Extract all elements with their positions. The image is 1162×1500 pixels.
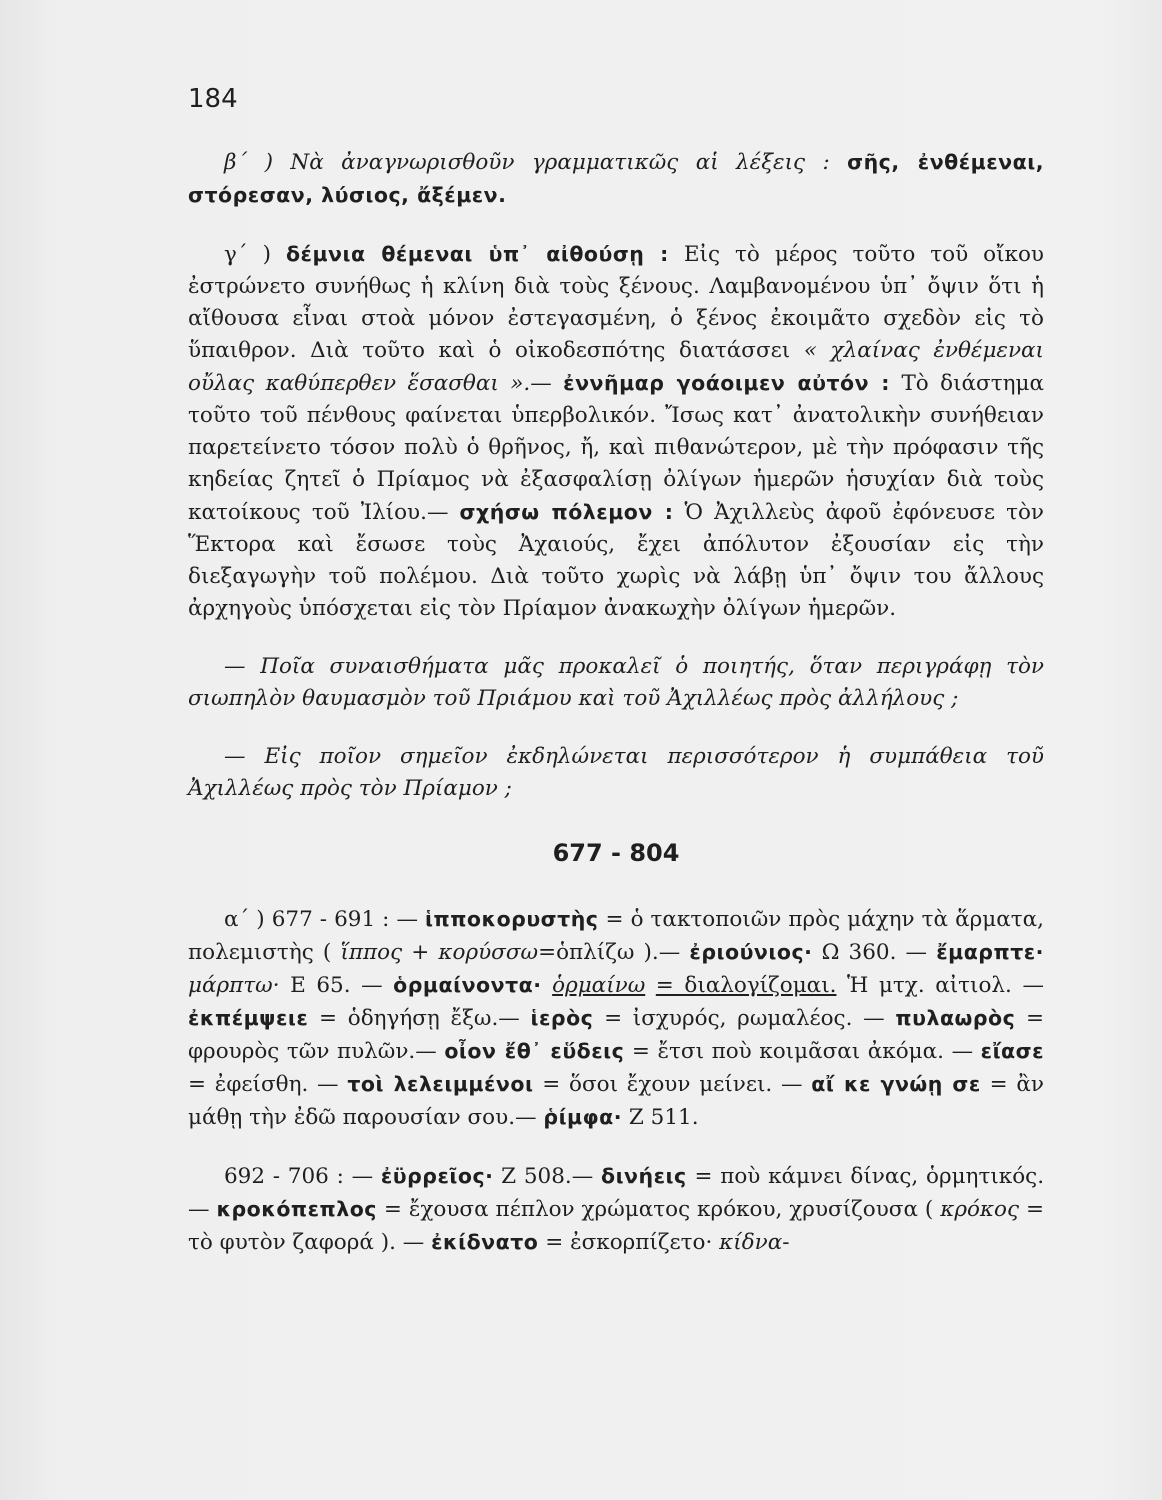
range2-italic-2: κίδνα- [719,1230,790,1255]
range2-label: 692 - 706 : — [224,1164,374,1189]
gamma-text-2: Τὸ διάστημα τοῦτο τοῦ πένθους φαίνεται ὑπερβολικόν. Ἴσως κατ᾿ ἀνατολικὴν συνήθειαν παρετείνετο τόσον πολὺ ὁ θρῆνος, ἤ, καὶ πιθανώτερον, μὲ τὴν πρόφασιν τῆς κηδείας ζητεῖ ὁ Πρίαμος νὰ ἐξασφαλίσῃ ὀλίγων ἡμερῶν ἡσυχίαν διὰ τοὺς κατοίκους τοῦ Ἰλίου. [188,371,1044,525]
alpha-keyword-2: ἐριούνιος· [689,940,813,964]
alpha-italic-2: μάρπτω· [188,973,280,998]
beta-words: σῆς, ἐνθέμεναι, στόρεσαν, λύσιος, ἄξέμεν. [188,150,1044,207]
gamma-text-1: Εἰς τὸ μέρος τοῦτο τοῦ οἴκου ἐστρώνετο συνήθως ἡ κλίνη διὰ τοὺς ξένους. Λαμβανομένου ὑπ᾿ ὄψιν ὅτι ἡ αἴθουσα εἶναι στοὰ μόνον ἐστεγασμένη, ὁ ξένος ἐκοιμᾶτο σχεδὸν εἰς τὸ ὕπαιθρον. Διὰ τοῦτο καὶ ὁ οἰκοδεσπότης διατάσσει [188,242,1044,363]
page-number: 184 [188,84,238,114]
gamma-keyword-1: δέμνια θέμεναι ὑπ᾿ αἰθούσῃ : [285,242,669,266]
alpha-text-13: Ζ 511. [628,1105,699,1130]
alpha-text-1: = ὁ τακτοποιῶν πρὸς μάχην τὰ ἅρματα, πολεμιστὴς ( [188,907,1045,965]
alpha-text-3: Ε 65. — [290,973,383,998]
range2-keyword-2: δινήεις [600,1164,687,1188]
alpha-text-11: = ὅσοι ἔχουν μείνει. — [542,1072,803,1097]
paragraph-range-692-706 [188,1160,1044,1259]
alpha-text-9: = ἔτσι ποὺ κοιμᾶσαι ἀκόμα. — [631,1039,974,1064]
gamma-quote: « χλαίνας ἐνθέμεναι οὔλας καθύπερθεν ἕσασθαι ». [188,338,1044,396]
alpha-label: α΄ ) 677 - 691 : — [224,907,418,932]
alpha-keyword-4: ὁρμαίνοντα· [393,973,542,997]
alpha-text-7: = ἰσχυρός, ρωμαλέος. — [604,1006,885,1031]
alpha-text-8: = φρουρὸς τῶν πυλῶν.— [188,1006,1044,1064]
alpha-keyword-7: πυλαωρὸς [895,1006,1016,1030]
gamma-dash-2: — [426,500,449,525]
alpha-text-10: = ἐφείσθη. — [188,1072,339,1097]
alpha-keyword-8: οἶον ἔθ᾿ εὕδεις [444,1039,625,1063]
gamma-keyword-2: ἐννῆμαρ γοάοιμεν αὐτόν : [563,371,891,395]
alpha-keyword-5: ἐκπέμψειε [188,1006,309,1030]
alpha-text-5: Ἡ μτχ. αἰτιολ. — [847,973,1044,998]
alpha-text-4: = διαλογίζομαι. [655,973,837,998]
alpha-keyword-11: αἴ κε γνώῃ σε [811,1072,981,1096]
alpha-keyword-3: ἔμαρπτε· [936,940,1044,964]
gamma-dash-1: — [530,371,552,396]
beta-label: β΄ ) [224,150,273,175]
range2-text-2: = ποὺ κάμνει δίνας, ὁρμητικός.— [188,1164,1045,1222]
alpha-keyword-6: ἱερὸς [530,1006,594,1030]
alpha-text-2: Ω 360. — [821,940,928,965]
alpha-text-12: = ἂν μάθῃ τὴν ἐδῶ παρουσίαν σου.— [188,1072,1044,1130]
paragraph-beta [188,146,1044,212]
range2-text-5: = ἐσκορπίζετο· [545,1230,713,1255]
question-1: — Ποῖα συναισθήματα μᾶς προκαλεῖ ὁ ποιητής, ὅταν περιγράφῃ τὸν σιωπηλὸν θαυμασμὸν τοῦ Πριάμου καὶ τοῦ Ἀχιλλέως πρὸς ἀλλήλους ; [188,654,1044,711]
range2-keyword-4: ἐκίδνατο [431,1230,539,1254]
alpha-keyword-9: εἴασε [980,1039,1045,1063]
range2-italic-1: κρόκος [940,1197,1020,1222]
alpha-italic-3: ὁρμαίνω [552,973,646,998]
alpha-text-6: = ὁδηγήσῃ ἔξω.— [319,1006,520,1031]
paragraph-alpha [188,903,1044,1134]
alpha-keyword-12: ῥίμφα· [543,1105,623,1129]
range2-text-4: = τὸ φυτὸν ζαφορά ). — [188,1197,1044,1255]
alpha-text-1b: =ὁπλίζω ).— [538,940,681,965]
section-heading: 677 - 804 [552,839,680,867]
range2-keyword-1: ἐϋρρεῖος· [380,1164,494,1188]
range2-text-1: Ζ 508.— [501,1164,594,1189]
range2-text-3: = ἔχουσα πέπλον χρώματος κρόκου, χρυσίζουσα ( [383,1197,934,1222]
alpha-keyword-1: ἱπποκορυστὴς [425,907,599,931]
question-2: — Εἰς ποῖον σημεῖον ἐκδηλώνεται περισσότερον ἡ συμπάθεια τοῦ Ἀχιλλέως πρὸς τὸν Πρίαμον ; [188,744,1044,801]
gamma-keyword-3: σχήσω πόλεμον : [459,500,674,524]
gamma-label: γ΄ ) [224,242,271,267]
range2-keyword-3: κροκόπεπλος [216,1197,377,1221]
beta-text: Νὰ ἀναγνωρισθοῦν γραμματικῶς αἱ λέξεις : [290,150,830,175]
gamma-text-3: Ὁ Ἀχιλλεὺς ἀφοῦ ἐφόνευσε τὸν Ἕκτορα καὶ ἔσωσε τοὺς Ἀχαιούς, ἔχει ἀπόλυτον ἐξουσίαν εἰς τὴν διεξαγωγὴν τοῦ πολέμου. Διὰ τοῦτο χωρὶς νὰ λάβῃ ὑπ᾿ ὄψιν του ἄλλους ἀρχηγοὺς ὑπόσχεται εἰς τὸν Πρίαμον ἀνακωχὴν ὀλίγων ἡμερῶν. [188,500,1045,621]
alpha-italic-1: ἵππος + κορύσσω [340,940,539,965]
paragraph-gamma [188,238,1044,625]
alpha-keyword-10: τοὶ λελειμμένοι [347,1072,534,1096]
